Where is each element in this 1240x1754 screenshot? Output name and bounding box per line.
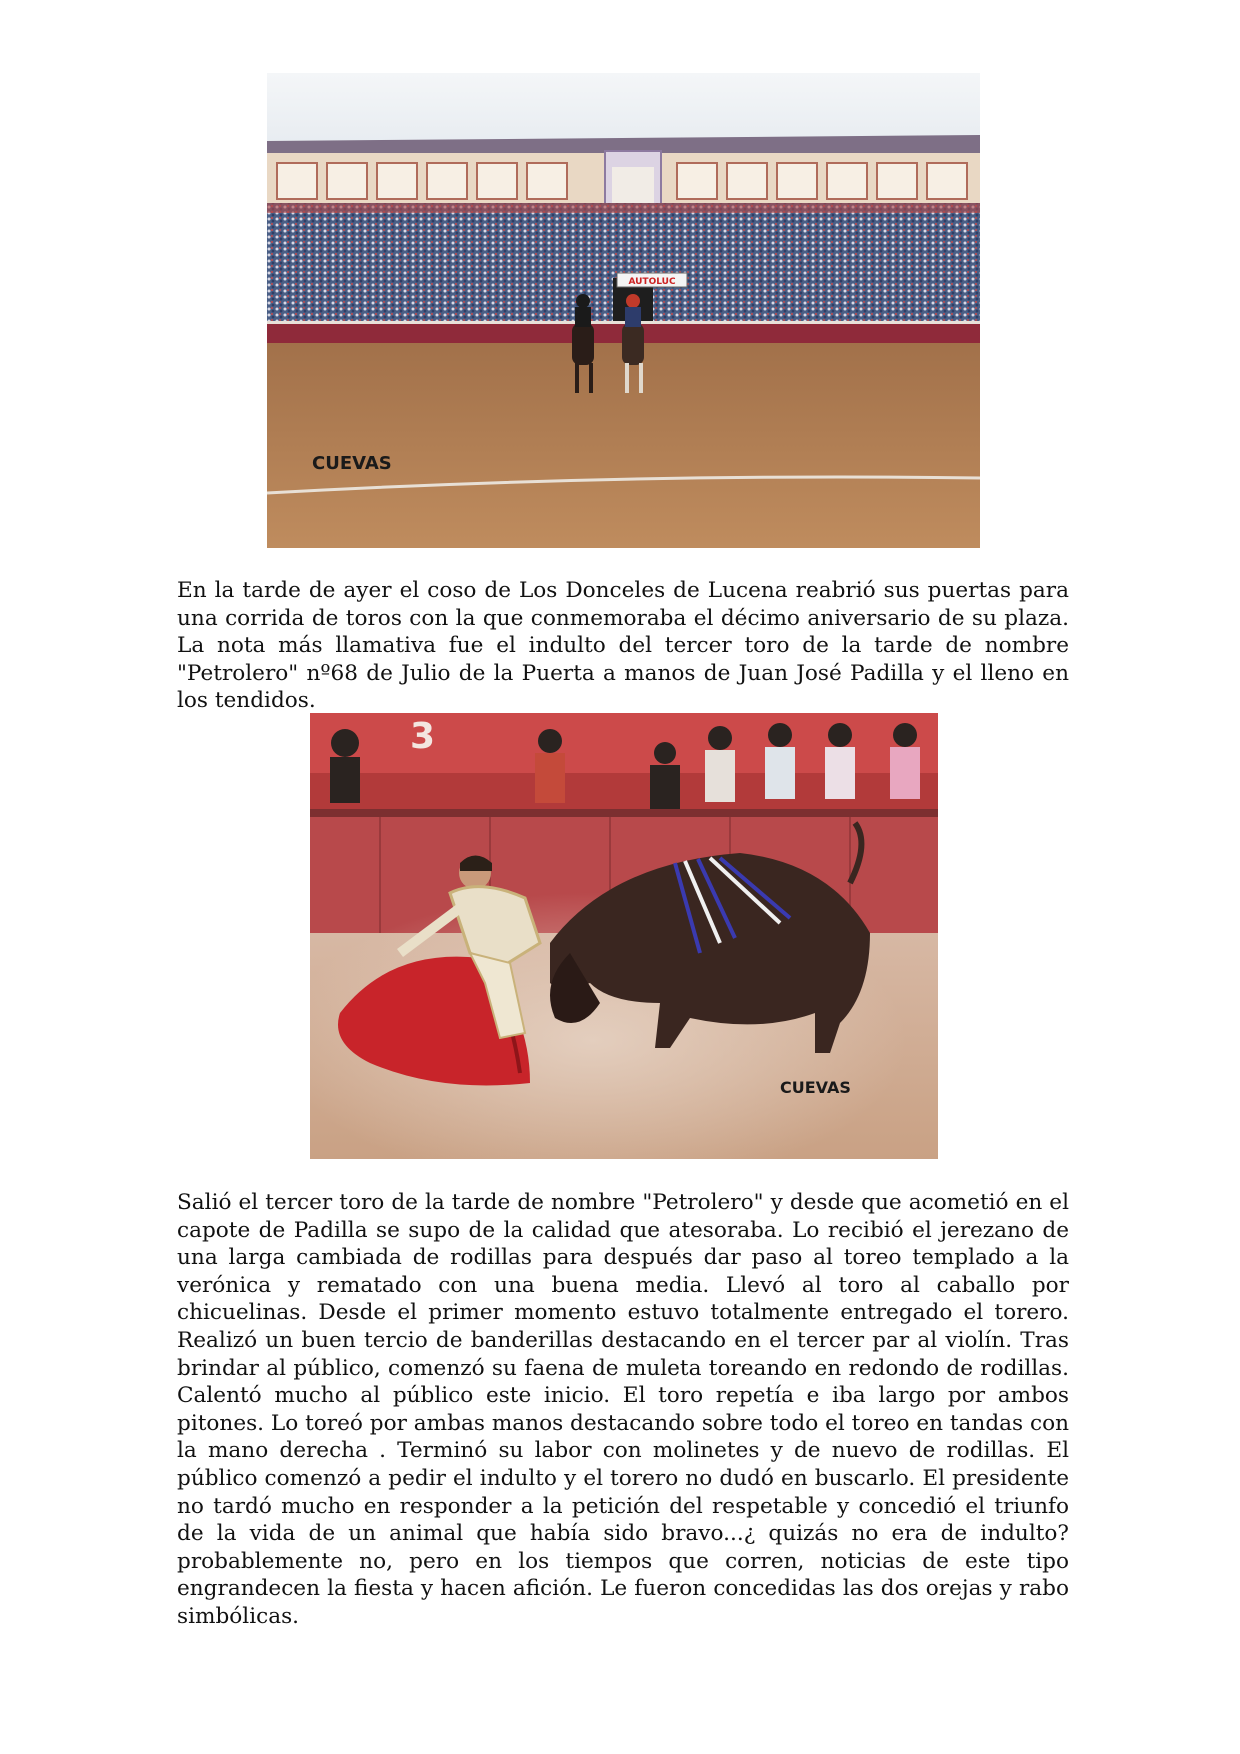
tendido-number: 3 bbox=[410, 716, 436, 757]
article-paragraph-1: En la tarde de ayer el coso de Los Donceles de Lucena reabrió sus puertas para una corrida de toros con la que conmemoraba el décimo aniversario de su plaza. La nota más llamativa fue el indulto del tercer toro de la tarde de nombre "Petrolero" nº68 de Julio de la Puerta a manos de Juan José Padilla y el lleno en los tendidos. bbox=[177, 578, 1069, 714]
article-paragraph-2: Salió el tercer toro de la tarde de nombre "Petrolero" y desde que acometió en el capote de Padilla se supo de la calidad que atesoraba. Lo recibió el jerezano de una larga cambiada de rodillas para después dar paso al toreo templado a la verónica y rematado con una buena media. Llevó al toro al caballo por chicuelinas. Desde el primer momento estuvo totalmente entregado el torero. Realizó un buen tercio de banderillas destacando en el tercer par al violín. Tras brindar al público, comenzó su faena de muleta toreando en redondo de rodillas. Calentó mucho al público este inicio. El toro repetía e iba largo por ambos pitones. Lo toreó por ambas manos destacando sobre todo el toreo en tandas con la mano derecha . Terminó su labor con molinetes y de nuevo de rodillas. El público comenzó a pedir el indulto y el torero no dudó en buscarlo. El presidente no tardó mucho en responder a la petición del respetable y concedió el triunfo de la vida de un animal que había sido bravo...¿ quizás no era de indulto? probablemente no, pero en los tiempos que corren, noticias de este tipo engrandecen la fiesta y hacen afición. Le fueron concedidas las dos orejas y rabo simbólicas. bbox=[177, 1190, 1069, 1629]
photo-watermark: CUEVAS bbox=[312, 453, 392, 474]
bullfight-photo bbox=[310, 713, 938, 1159]
bullfight-illustration bbox=[310, 713, 938, 1159]
autoluc-sign: AUTOLUC bbox=[628, 277, 676, 287]
bullring-illustration bbox=[267, 73, 980, 548]
bullring-photo bbox=[267, 73, 980, 548]
photo-watermark: CUEVAS bbox=[780, 1078, 851, 1097]
